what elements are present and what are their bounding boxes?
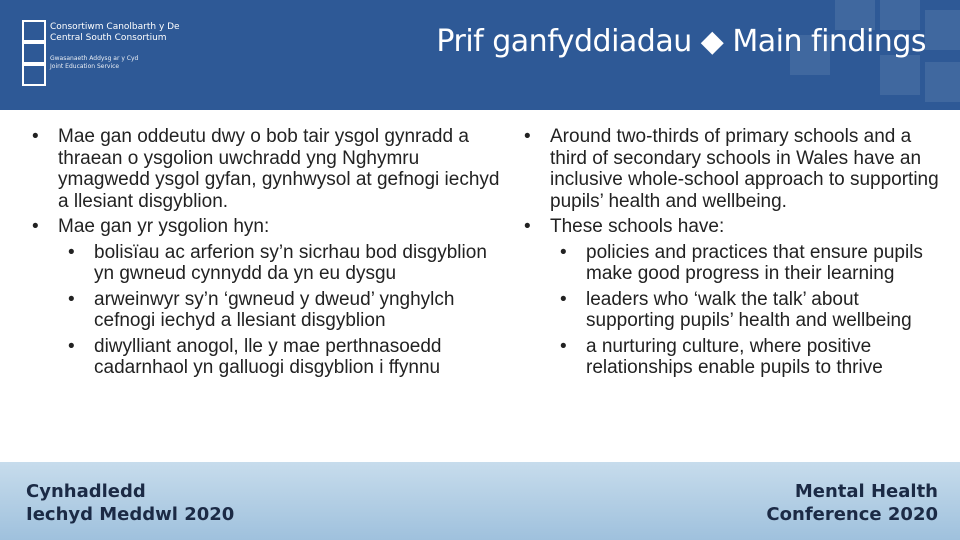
english-column [520, 126, 940, 383]
consortium-logo [22, 18, 202, 96]
slide-content [0, 110, 960, 462]
footer-english-conference [766, 480, 938, 526]
logo-text-english: Central South Consortium [50, 33, 167, 43]
welsh-sub-bullet-1: • bolisïau ac arferion sy’n sicrhau bod disgyblion yn gwneud cynnydd da yn eu dysgu [58, 242, 508, 285]
english-bullet-2: • These schools have: [520, 216, 940, 238]
footer-welsh-conference [26, 480, 234, 526]
header-banner [0, 0, 960, 110]
english-sub-bullet-2: • leaders who ‘walk the talk’ about supporting pupils’ health and wellbeing [550, 289, 940, 332]
welsh-bullet-1: • Mae gan oddeutu dwy o bob tair ysgol gynradd a thraean o ysgolion uwchradd yng Nghymru ymagwedd ysgol gyfan, gynhwysol at gefnogi iechyd a llesiant disgyblion. [28, 126, 508, 212]
english-sub-bullet-3: • a nurturing culture, where positive relationships enable pupils to thrive [550, 336, 940, 379]
english-bullet-1: • Around two-thirds of primary schools and a third of secondary schools in Wales have an inclusive whole-school approach to supporting pupils’ health and wellbeing. [520, 126, 940, 212]
logo-square-icon [22, 64, 46, 86]
logo-text-welsh: Consortiwm Canolbarth y De [50, 22, 180, 32]
footer-welsh-line-1: Cynhadledd [26, 481, 146, 502]
footer-english-line-2: Conference 2020 [766, 504, 938, 525]
logo-subtext-english: Joint Education Service [50, 63, 120, 70]
footer-welsh-line-2: Iechyd Meddwl 2020 [26, 504, 235, 525]
slide-title: Prif ganfyddiadau ◆ Main findings [436, 24, 926, 59]
welsh-sub-bullet-3: • diwylliant anogol, lle y mae perthnasoedd cadarnhaol yn galluogi disgyblion i ffynnu [58, 336, 508, 379]
logo-square-icon [22, 20, 46, 42]
footer-banner [0, 462, 960, 540]
footer-english-line-1: Mental Health [794, 481, 938, 502]
logo-square-icon [22, 42, 46, 64]
english-sub-bullet-1: • policies and practices that ensure pupils make good progress in their learning [550, 242, 940, 285]
welsh-column [28, 126, 508, 383]
welsh-sub-bullet-2: • arweinwyr sy’n ‘gwneud y dweud’ ynghylch cefnogi iechyd a llesiant disgyblion [58, 289, 508, 332]
logo-subtext-welsh: Gwasanaeth Addysg ar y Cyd [50, 55, 139, 62]
welsh-bullet-2: • Mae gan yr ysgolion hyn: [28, 216, 508, 238]
